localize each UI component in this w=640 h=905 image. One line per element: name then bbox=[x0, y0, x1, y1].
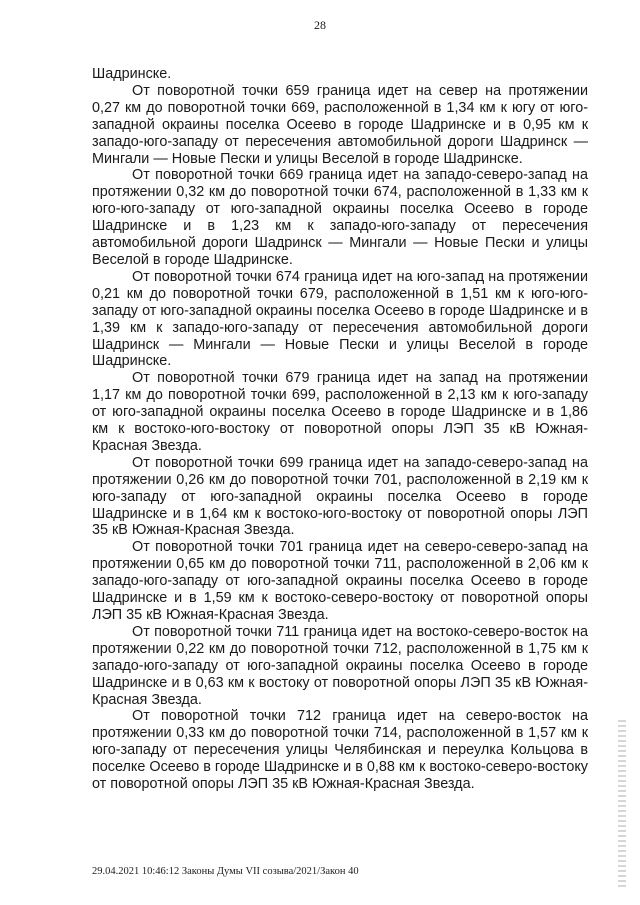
footer-stamp: 29.04.2021 10:46:12 Законы Думы VII созыва/2021/Закон 40 bbox=[92, 866, 359, 877]
paragraph-point-679: От поворотной точки 679 граница идет на запад на протяжении 1,17 км до поворотной точки 699, расположенной в 2,13 км к юго-западу от юго-западной окраины поселка Осеево в городе Шадринске и в 1,86 км к востоко-юго-востоку от поворотной опоры ЛЭП 35 кВ Южная-Красная Звезда. bbox=[92, 370, 588, 454]
margin-stamp-marks bbox=[618, 720, 626, 890]
paragraph-point-659: От поворотной точки 659 граница идет на север на протяжении 0,27 км до поворотной точки 669, расположенной в 1,34 км к югу от юго-западной окраины поселка Осеево в городе Шадринске и в 0,95 км к западо-юго-западу от пересечения автомобильной дороги Шадринск — Мингали — Новые Пески и улицы Веселой в городе Шадринске. bbox=[92, 82, 588, 167]
paragraph-continuation: Шадринске. bbox=[92, 66, 172, 82]
paragraph-point-712: От поворотной точки 712 граница идет на северо-восток на протяжении 0,33 км до поворотной точки 714, расположенной в 1,57 км к юго-западу от пересечения улицы Челябинская и переулка Кольцова в поселке Осеево в городе Шадринске и в 0,88 км к востоко-северо-востоку от поворотной опоры ЛЭП 35 кВ Южная-Красная Звезда. bbox=[92, 708, 588, 793]
paragraph-point-699: От поворотной точки 699 граница идет на западо-северо-запад на протяжении 0,26 км до поворотной точки 701, расположенной в 2,19 км к юго-западу от юго-западной окраины поселка Осеево в городе Шадринске и в 1,64 км к востоко-юго-востоку от поворотной опоры ЛЭП 35 кВ Южная-Красная Звезда. bbox=[92, 454, 588, 539]
document-body bbox=[92, 66, 588, 793]
paragraph-point-711: От поворотной точки 711 граница идет на востоко-северо-восток на протяжении 0,22 км до поворотной точки 712, расположенной в 1,75 км к западо-юго-западу от юго-западной окраины поселка Осеево в городе Шадринске и в 0,63 км к востоку от поворотной опоры ЛЭП 35 кВ Южная-Красная Звезда. bbox=[92, 623, 588, 708]
page-number: 28 bbox=[314, 18, 326, 32]
paragraph-point-674: От поворотной точки 674 граница идет на юго-запад на протяжении 0,21 км до поворотной точки 679, расположенной в 1,51 км к юго-юго-западу от юго-западной окраины поселка Осеево в городе Шадринске и в 1,39 км к западо-юго-западу от пересечения автомобильной дороги Шадринск — Мингали — Новые Пески и улицы Веселой в городе Шадринске. bbox=[92, 268, 588, 370]
paragraph-point-669: От поворотной точки 669 граница идет на западо-северо-запад на протяжении 0,32 км до поворотной точки 674, расположенной в 1,33 км к юго-юго-западу от юго-западной окраины поселка Осеево в городе Шадринске и в 1,23 км к западо-юго-западу от пересечения автомобильной дороги Шадринск — Мингали — Новые Пески и улицы Веселой в городе Шадринске. bbox=[92, 167, 588, 268]
paragraph-point-701: От поворотной точки 701 граница идет на северо-северо-запад на протяжении 0,65 км до поворотной точки 711, расположенной в 2,06 км к западо-юго-западу от юго-западной окраины поселка Осеево в городе Шадринске и в 1,59 км к востоко-северо-востоку от поворотной опоры ЛЭП 35 кВ Южная-Красная Звезда. bbox=[92, 539, 588, 623]
